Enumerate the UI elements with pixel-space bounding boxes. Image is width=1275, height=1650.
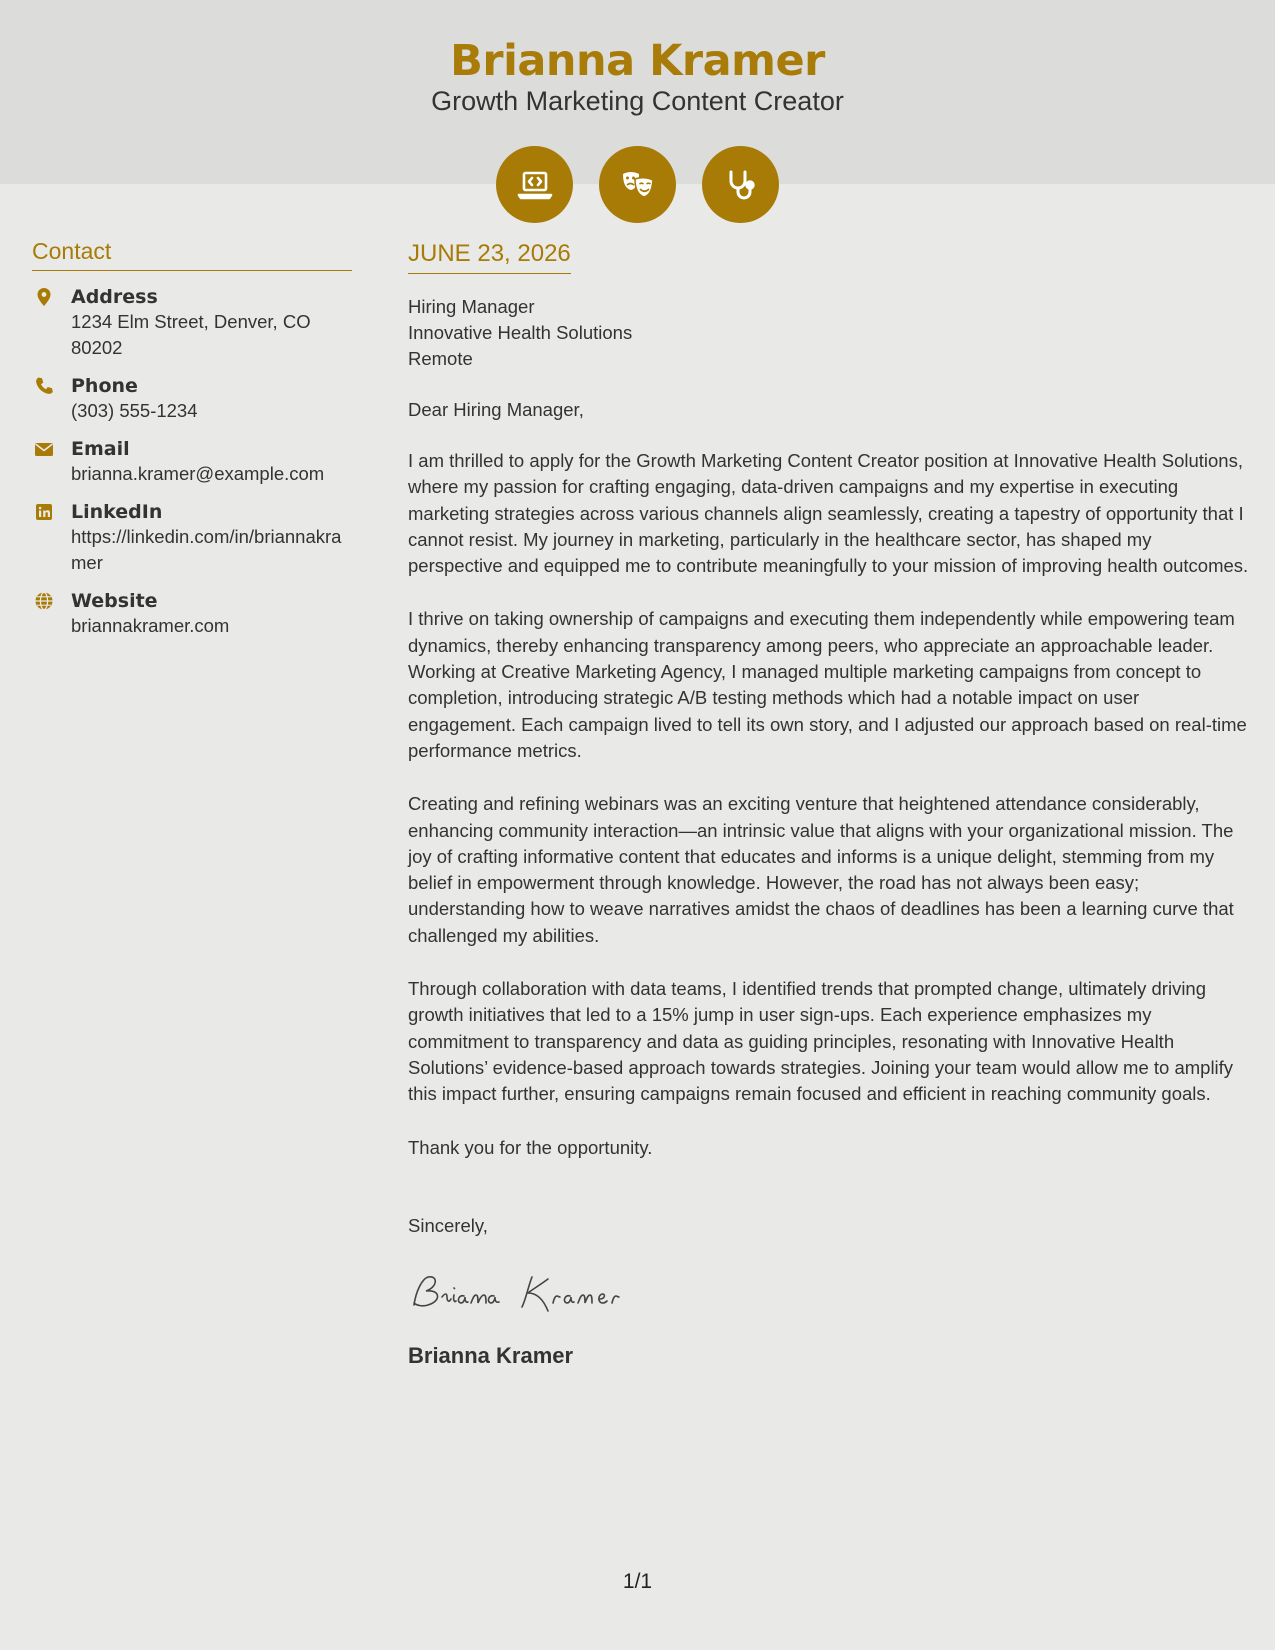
- contact-sidebar: [32, 238, 352, 639]
- linkedin-label: LinkedIn: [71, 501, 163, 523]
- applicant-name: Brianna Kramer: [450, 36, 825, 86]
- letter-paragraph: Creating and refining webinars was an exciting venture that heightened attendance considerably, enhancing community interaction—an intrinsic value that aligns with your organizational mission. The joy of crafting informative content that educates and informs is a unique delight, stemming from my belief in empowerment through knowledge. However, the road has not always been easy; understanding how to weave narratives amidst the chaos of deadlines has been a learning curve that challenged my abilities.: [408, 793, 1234, 946]
- recipient-block: [408, 294, 1250, 372]
- globe-icon: [34, 591, 54, 611]
- contact-email: [32, 437, 352, 487]
- stethoscope-icon: [702, 146, 779, 223]
- recipient-line: Remote: [408, 348, 473, 369]
- contact-heading: Contact: [32, 238, 352, 271]
- contact-address: [32, 285, 352, 361]
- linkedin-icon: [34, 502, 54, 522]
- envelope-icon: [34, 439, 54, 459]
- recipient-line: Innovative Health Solutions: [408, 322, 633, 343]
- job-title: Growth Marketing Content Creator: [431, 86, 844, 116]
- contact-phone: [32, 374, 352, 424]
- website-value[interactable]: briannakramer.com: [71, 615, 230, 636]
- phone-value: (303) 555-1234: [71, 400, 198, 421]
- contact-website: [32, 589, 352, 639]
- address-label: Address: [71, 286, 158, 308]
- address-value: 1234 Elm Street, Denver, CO 80202: [71, 311, 311, 358]
- page-number: 1/1: [622, 1570, 653, 1593]
- contact-linkedin: [32, 500, 352, 576]
- salutation: Dear Hiring Manager,: [408, 399, 584, 420]
- email-value: brianna.kramer@example.com: [71, 463, 325, 484]
- letter-body: [408, 240, 1250, 1369]
- letter-paragraph: I thrive on taking ownership of campaigns and executing them independently while empowering team dynamics, thereby enhancing transparency among peers, who appreciate an approachable leader. Working at Creative Marketing Agency, I managed multiple marketing campaigns from concept to completion, introducing strategic A/B testing methods which had a notable impact on user engagement. Each campaign lived to tell its own story, and I adjusted our approach based on real-time performance metrics.: [408, 608, 1247, 761]
- header-icons: [0, 146, 1275, 223]
- phone-label: Phone: [71, 375, 138, 397]
- theater-masks-icon: [599, 146, 676, 223]
- laptop-code-icon: [496, 146, 573, 223]
- map-pin-icon: [34, 287, 54, 307]
- linkedin-value[interactable]: https://linkedin.com/in/briannakramer: [71, 526, 342, 573]
- letter-paragraph: Through collaboration with data teams, I identified trends that prompted change, ultimately driving growth initiatives that led to a 15% jump in user sign-ups. Each experience emphasizes my commitment to transparency and data as guiding principles, resonating with Innovative Health Solutions’ evidence-based approach towards strategies. Joining your team would allow me to amplify this impact further, ensuring campaigns remain focused and efficient in reaching community goals.: [408, 978, 1234, 1105]
- email-label: Email: [71, 438, 130, 460]
- handwritten-signature: [408, 1267, 1250, 1317]
- signed-name: Brianna Kramer: [408, 1342, 574, 1368]
- letter-paragraph: Thank you for the opportunity.: [408, 1136, 653, 1158]
- recipient-line: Hiring Manager: [408, 296, 535, 317]
- letter-paragraph: I am thrilled to apply for the Growth Marketing Content Creator position at Innovative Health Solutions, where my passion for crafting engaging, data-driven campaigns and my expertise in executing marketing strategies across various channels align seamlessly, creating a tapestry of opportunity that I cannot resist. My journey in marketing, particularly in the healthcare sector, has shaped my perspective and equipped me to contribute meaningfully to your mission of improving health outcomes.: [408, 450, 1249, 577]
- closing: Sincerely,: [408, 1214, 488, 1236]
- phone-icon: [34, 376, 54, 396]
- website-label: Website: [71, 590, 158, 612]
- letter-date: JUNE 23, 2026: [408, 240, 571, 274]
